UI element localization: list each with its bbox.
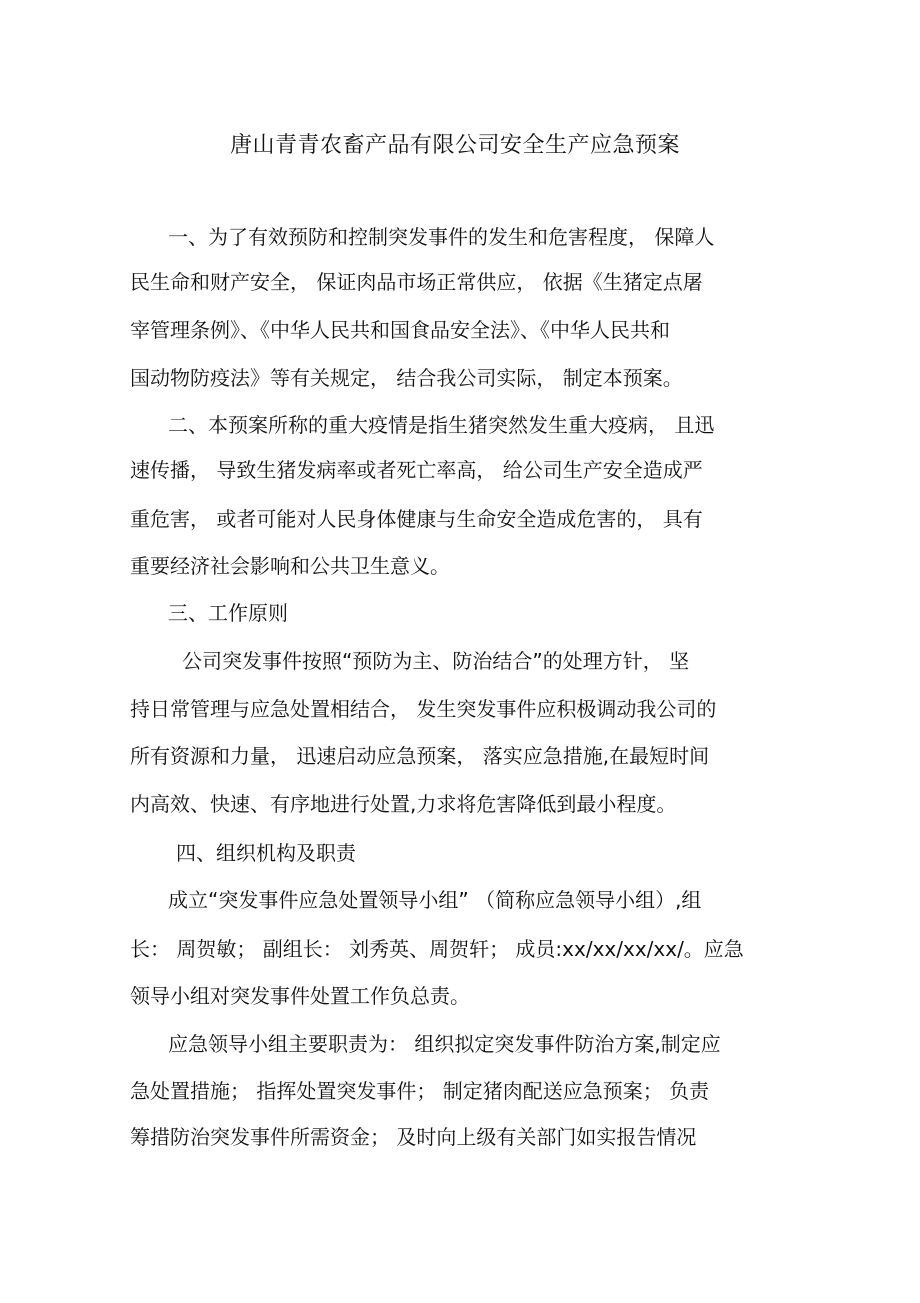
document-title: 唐山青青农畜产品有限公司安全生产应急预案 <box>229 133 680 158</box>
text-line: 二、本预案所称的重大疫情是指生猪突然发生重大疫病， 且迅 <box>168 413 715 437</box>
text-line: 一、为了有效预防和控制突发事件的发生和危害程度， 保障人 <box>168 225 715 249</box>
text-line: 应急领导小组主要职责为： 组织拟定突发事件防治方案,制定应 <box>168 1032 721 1056</box>
text-line: 民生命和财产安全， 保证肉品市场正常供应， 依据《生猪定点屠 <box>130 270 703 294</box>
text-line: 速传播， 导致生猪发病率或者死亡率高， 给公司生产安全造成严 <box>130 458 703 482</box>
text-line: 长： 周贺敏； 副组长： 刘秀英、周贺轩； 成员:xx/xx/xx/xx/。应急 <box>130 937 744 961</box>
text-line: 宰管理条例》、《中华人民共和国食品安全法》、《中华人民共和 <box>130 318 670 342</box>
text-line: 内高效、快速、有序地进行处置,力求将危害降低到最小程度。 <box>130 792 677 816</box>
text-line: 所有资源和力量， 迅速启动应急预案， 落实应急措施,在最短时间 <box>130 744 710 768</box>
text-line: 重危害， 或者可能对人民身体健康与生命安全造成危害的， 具有 <box>130 507 703 531</box>
section-heading: 四、组织机构及职责 <box>176 841 356 865</box>
text-line: 筹措防治突发事件所需资金； 及时向上级有关部门如实报告情况 <box>130 1125 697 1149</box>
text-line: 公司突发事件按照“预防为主、防治结合”的处理方针， 坚 <box>182 649 690 673</box>
text-line: 重要经济社会影响和公共卫生意义。 <box>130 554 450 578</box>
text-line: 持日常管理与应急处置相结合， 发生突发事件应积极调动我公司的 <box>130 697 717 721</box>
text-line: 领导小组对突发事件处置工作负总责。 <box>130 984 470 1008</box>
section-heading: 三、工作原则 <box>168 601 288 625</box>
text-line: 成立“突发事件应急处置领导小组” （简称应急领导小组）,组 <box>168 888 702 912</box>
text-line: 急处置措施； 指挥处置突发事件； 制定猪肉配送应急预案； 负责 <box>130 1079 710 1103</box>
text-line: 国动物防疫法》等有关规定， 结合我公司实际， 制定本预案。 <box>130 366 683 390</box>
